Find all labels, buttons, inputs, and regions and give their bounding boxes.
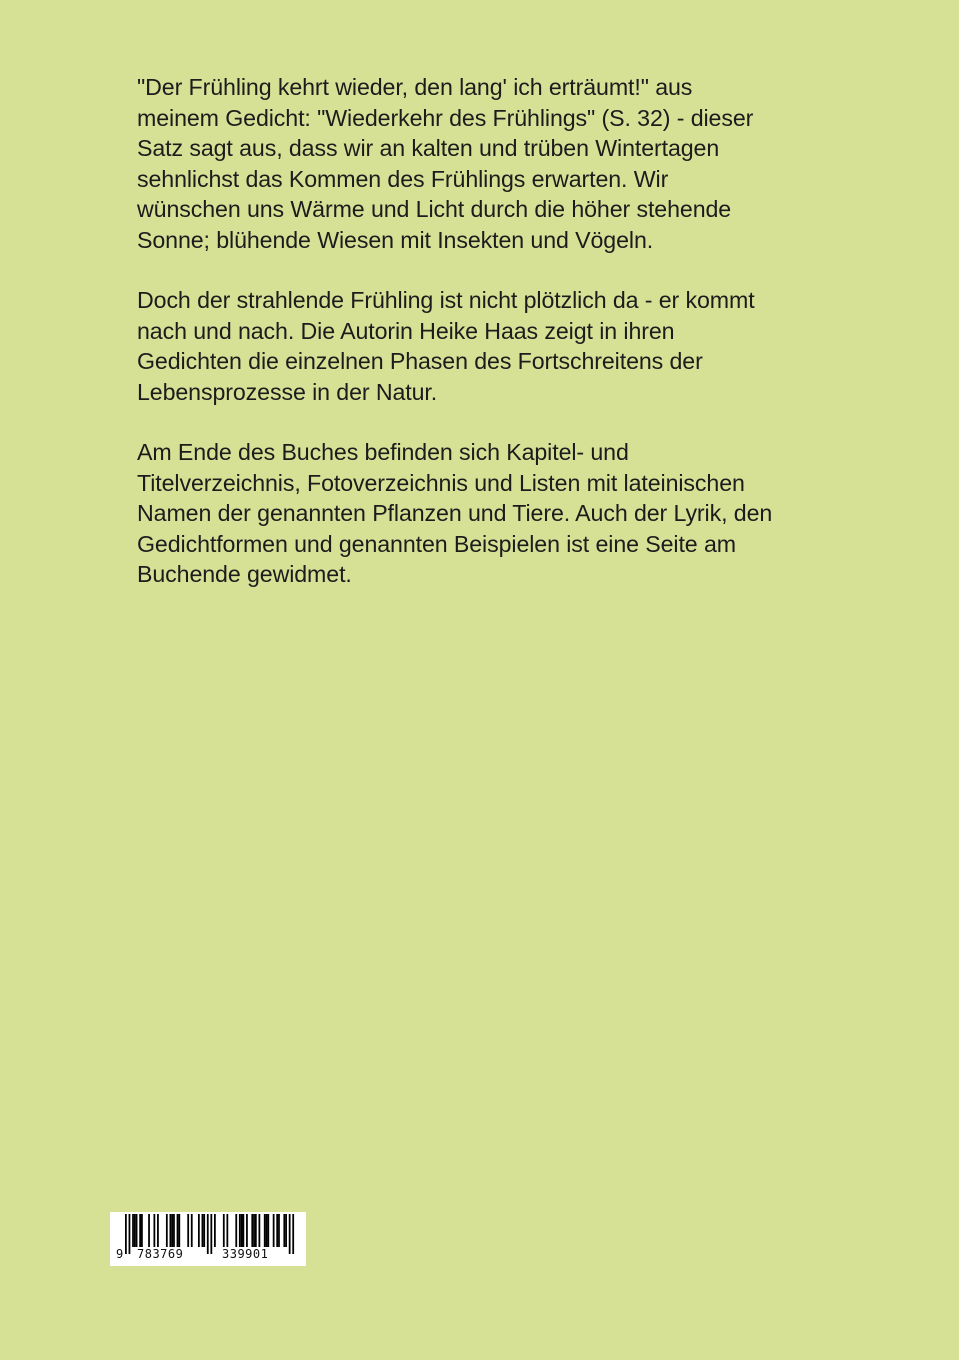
barcode-bar xyxy=(283,1214,285,1247)
barcode-bar xyxy=(223,1214,225,1247)
text-line: Gedichtformen und genannten Beispielen ist eine Seite am xyxy=(137,530,736,557)
text-line: Sonne; blühende Wiesen mit Insekten und Vögeln. xyxy=(137,226,654,253)
barcode-bar xyxy=(157,1214,159,1247)
barcode-bar xyxy=(241,1214,243,1247)
barcode-bar xyxy=(266,1214,268,1247)
text-line: Lebensprozesse in der Natur. xyxy=(137,378,438,405)
barcode-bar xyxy=(202,1214,204,1247)
text-line: nach und nach. Die Autorin Heike Haas zeigt in ihren xyxy=(137,317,675,344)
barcode-bar xyxy=(214,1214,216,1247)
barcode-bar xyxy=(148,1214,150,1247)
barcode-bar xyxy=(166,1214,168,1247)
barcode-bar xyxy=(187,1214,189,1247)
barcode-guard-bar xyxy=(207,1214,209,1254)
barcode-bar xyxy=(285,1214,287,1247)
barcode-bar xyxy=(239,1214,241,1247)
text-line: Buchende gewidmet. xyxy=(137,561,352,587)
text-line: Titelverzeichnis, Fotoverzeichnis und Listen mit lateinischen xyxy=(137,469,745,496)
back-cover-description xyxy=(137,72,837,620)
text-line: sehnlichst das Kommen des Frühlings erwarten. Wir xyxy=(137,165,669,192)
barcode-bar xyxy=(171,1214,173,1247)
barcode-bar xyxy=(177,1214,179,1247)
text-line: Gedichten die einzelnen Phasen des Fortschreitens der xyxy=(137,348,703,374)
barcode-bar xyxy=(191,1214,193,1247)
barcode-bar xyxy=(170,1214,172,1247)
barcode-bar xyxy=(134,1214,136,1247)
barcode-bar xyxy=(203,1214,205,1247)
barcode-prefix-digit: 9 xyxy=(116,1247,124,1261)
barcode-bar xyxy=(251,1214,253,1247)
description-paragraph-2 xyxy=(137,285,837,407)
barcode-bar xyxy=(246,1214,248,1247)
barcode-bar xyxy=(259,1214,261,1247)
text-line: "Der Frühling kehrt wieder, den lang' ich erträumt!" aus xyxy=(137,74,693,100)
barcode-bar xyxy=(139,1214,141,1247)
barcode-bar xyxy=(141,1214,143,1247)
description-paragraph-1 xyxy=(137,72,837,255)
barcode-guard-bar xyxy=(289,1214,291,1254)
barcode-bar xyxy=(278,1214,280,1247)
text-line: Am Ende des Buches befinden sich Kapitel- und xyxy=(137,439,629,465)
text-line: Doch der strahlende Frühling ist nicht plötzlich da - er kommt xyxy=(137,287,755,313)
barcode-bar xyxy=(253,1214,255,1247)
barcode-bar xyxy=(264,1214,266,1247)
text-line: wünschen uns Wärme und Licht durch die höher stehende xyxy=(137,196,732,222)
barcode-guard-bar xyxy=(125,1214,127,1254)
text-line: Satz sagt aus, dass wir an kalten und trüben Wintertagen xyxy=(137,135,720,161)
barcode-bar xyxy=(242,1214,244,1247)
barcode-bar xyxy=(235,1214,237,1247)
text-line: Namen der genannten Pflanzen und Tiere. Auch der Lyrik, den xyxy=(137,500,773,526)
barcode-guard-bar xyxy=(210,1214,212,1254)
barcode-bar xyxy=(132,1214,134,1247)
barcode-right-digits: 339901 xyxy=(222,1247,269,1261)
barcode-bar xyxy=(276,1214,278,1247)
barcode-bar xyxy=(267,1214,269,1247)
barcode-guard-bar xyxy=(129,1214,131,1254)
barcode-bar xyxy=(173,1214,175,1247)
barcode-bar xyxy=(226,1214,228,1247)
barcode-bar xyxy=(178,1214,180,1247)
barcode-bar xyxy=(273,1214,275,1247)
barcode-bar xyxy=(153,1214,155,1247)
barcode-guard-bar xyxy=(292,1214,294,1254)
isbn-barcode xyxy=(110,1212,306,1266)
barcode-bar xyxy=(198,1214,200,1247)
barcode-bar xyxy=(255,1214,257,1247)
text-line: meinem Gedicht: "Wiederkehr des Frühlings" (S. 32) - dieser xyxy=(137,104,754,131)
description-paragraph-3 xyxy=(137,437,837,590)
barcode-left-digits: 783769 xyxy=(137,1247,184,1261)
barcode-bar xyxy=(136,1214,138,1247)
